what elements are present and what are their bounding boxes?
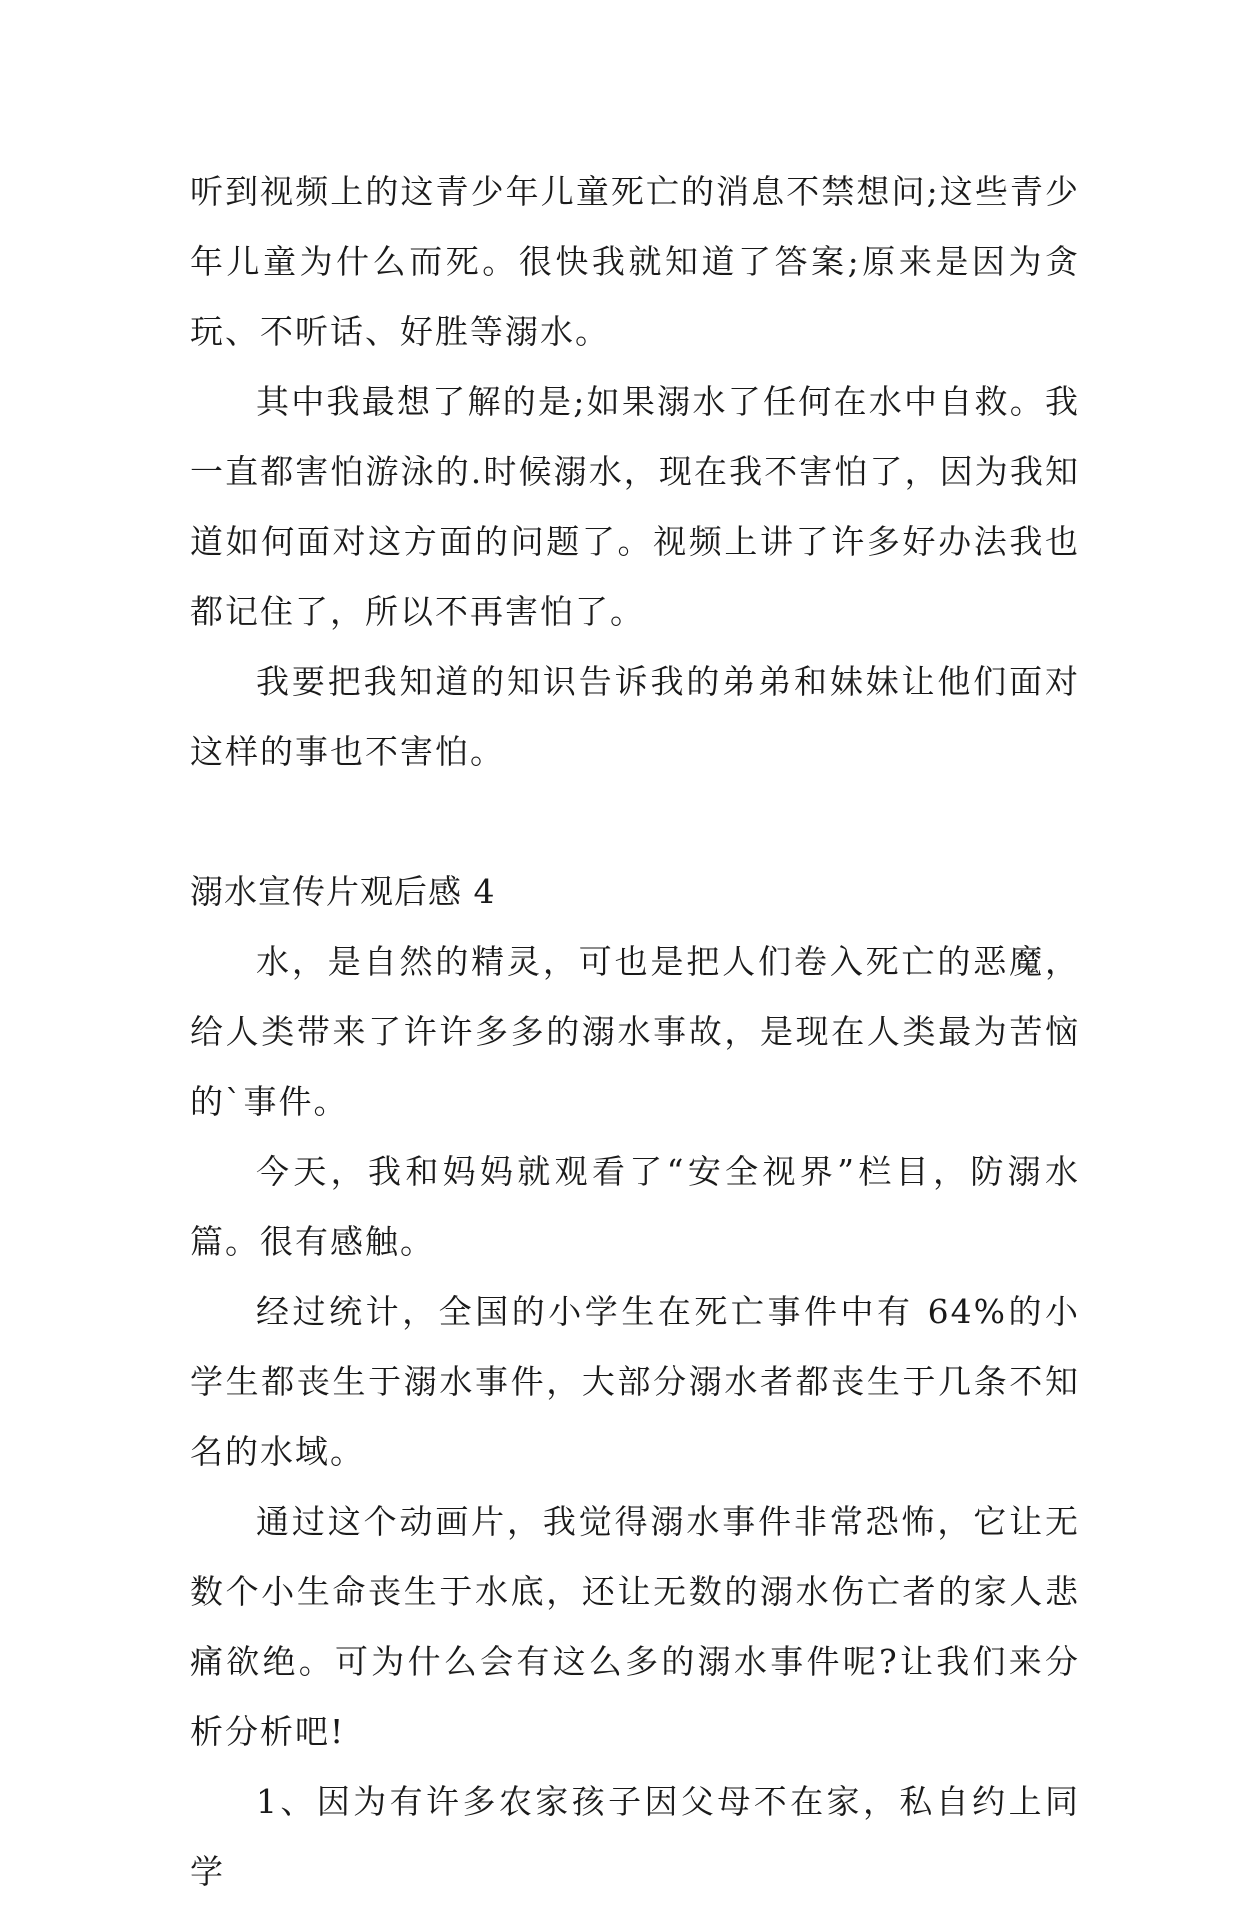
paragraph-6: 经过统计，全国的小学生在死亡事件中有 64%的小学生都丧生于溺水事件，大部分溺水者都丧生于几条不知名的水域。 xyxy=(190,1292,1080,1471)
paragraph-7: 通过这个动画片，我觉得溺水事件非常恐怖，它让无数个小生命丧生于水底，还让无数的溺水伤亡者的家人悲痛欲绝。可为什么会有这么多的溺水事件呢?让我们来分析分析吧! xyxy=(190,1502,1080,1751)
paragraph-4: 水，是自然的精灵，可也是把人们卷入死亡的恶魔，给人类带来了许许多多的溺水事故，是现在人类最为苦恼的`事件。 xyxy=(190,942,1080,1121)
document-body xyxy=(190,157,1080,1907)
section-gap xyxy=(190,787,1080,857)
paragraph-2: 其中我最想了解的是;如果溺水了任何在水中自救。我一直都害怕游泳的.时候溺水，现在我不害怕了，因为我知道如何面对这方面的问题了。视频上讲了许多好办法我也都记住了，所以不再害怕了。 xyxy=(190,382,1080,631)
section-heading: 溺水宣传片观后感 4 xyxy=(190,872,496,911)
paragraph-8: 1、因为有许多农家孩子因父母不在家，私自约上同学 xyxy=(190,1782,1080,1891)
paragraph-1: 听到视频上的这青少年儿童死亡的消息不禁想问;这些青少年儿童为什么而死。很快我就知道了答案;原来是因为贪玩、不听话、好胜等溺水。 xyxy=(190,172,1080,351)
paragraph-5: 今天，我和妈妈就观看了“安全视界”栏目，防溺水篇。很有感触。 xyxy=(190,1152,1080,1261)
paragraph-3: 我要把我知道的知识告诉我的弟弟和妹妹让他们面对这样的事也不害怕。 xyxy=(190,662,1080,771)
